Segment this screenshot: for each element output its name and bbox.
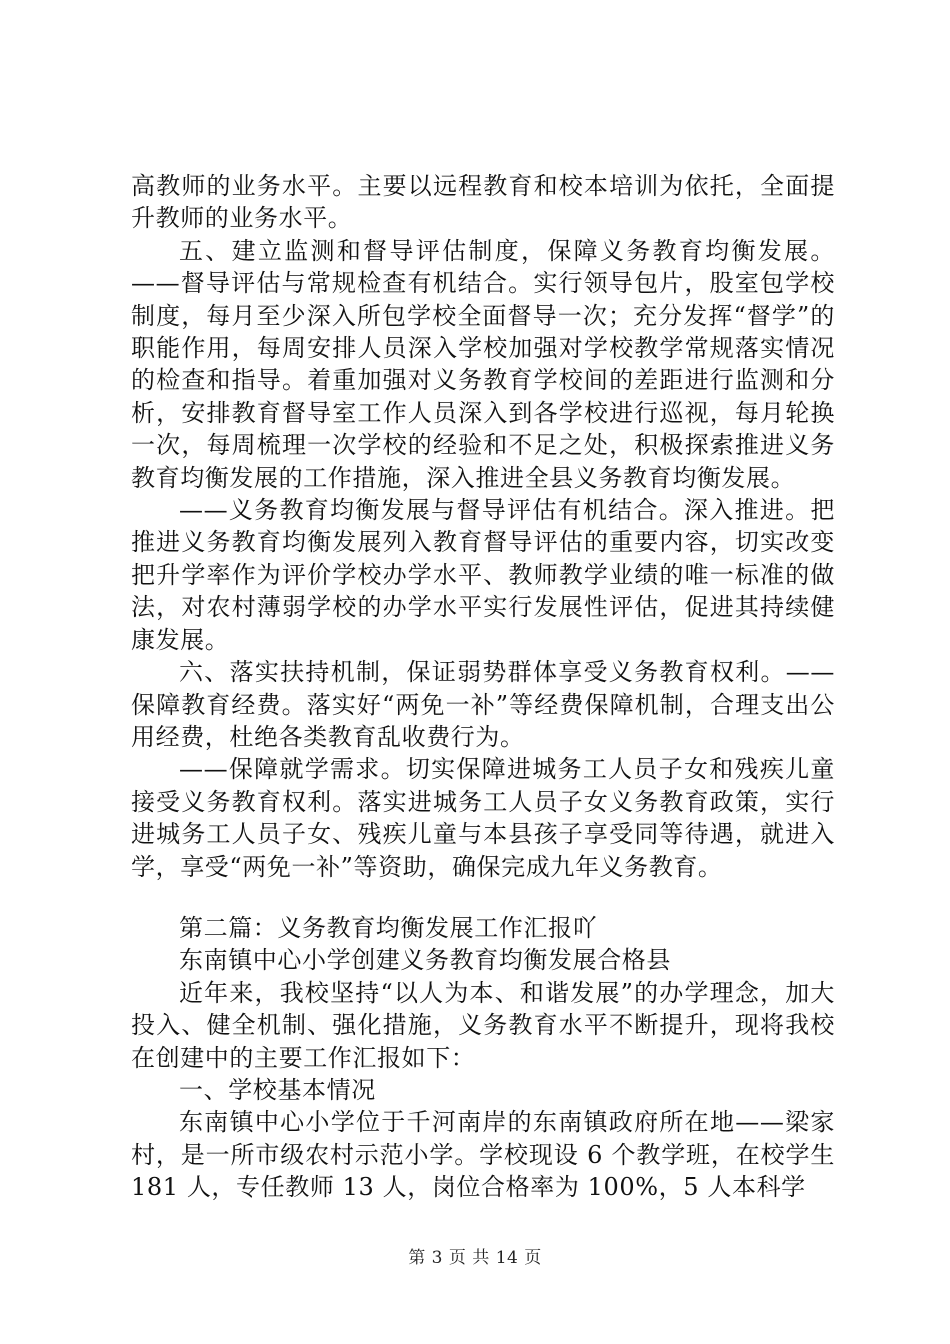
paragraph: 近年来，我校坚持“以人为本、和谐发展”的办学理念，加大投入、健全机制、强化措施，义务教育水平不断提升，现将我校在创建中的主要工作汇报如下： (131, 978, 835, 1072)
paragraph: 六、落实扶持机制，保证弱势群体享受义务教育权利。——保障教育经费。落实好“两免一补”等经费保障机制，合理支出公用经费，杜绝各类教育乱收费行为。 (131, 658, 835, 751)
document-body (131, 170, 835, 1204)
page-number-footer: 第 3 页 共 14 页 (408, 1248, 542, 1268)
paragraph: ——义务教育均衡发展与督导评估有机结合。深入推进。把推进义务教育均衡发展列入教育督导评估的重要内容，切实改变把升学率作为评价学校办学水平、教师教学业绩的唯一标准的做法，对农村薄弱学校的办学水平实行发展性评估，促进其持续健康发展。 (131, 496, 835, 654)
paragraph: ——保障就学需求。切实保障进城务工人员子女和残疾儿童接受义务教育权利。落实进城务工人员子女义务教育政策，实行进城务工人员子女、残疾儿童与本县孩子享受同等待遇，就进入学，享受“两免一补”等资助，确保完成九年义务教育。 (131, 755, 835, 881)
paragraph: 高教师的业务水平。主要以远程教育和校本培训为依托，全面提升教师的业务水平。 (131, 172, 835, 233)
section-heading: 第二篇：义务教育均衡发展工作汇报吖 (179, 913, 598, 942)
subheading: 一、学校基本情况 (179, 1075, 376, 1104)
section-gap (131, 883, 835, 912)
paragraph: 五、建立监测和督导评估制度，保障义务教育均衡发展。——督导评估与常规检查有机结合。实行领导包片，股室包学校制度，每月至少深入所包学校全面督导一次；充分发挥“督学”的职能作用，每周安排人员深入学校加强对学校教学常规落实情况的检查和指导。着重加强对义务教育学校间的差距进行监测和分析，安排教育督导室工作人员深入到各学校进行巡视，每月轮换一次，每周梳理一次学校的经验和不足之处，积极探索推进义务教育均衡发展的工作措施，深入推进全县义务教育均衡发展。 (131, 236, 835, 492)
paragraph: 东南镇中心小学位于千河南岸的东南镇政府所在地——梁家村，是一所市级农村示范小学。学校现设 6 个教学班，在校学生 181 人，专任教师 13 人，岗位合格率为 100%，5 人本科学 (131, 1108, 835, 1202)
subtitle: 东南镇中心小学创建义务教育均衡发展合格县 (179, 946, 671, 975)
